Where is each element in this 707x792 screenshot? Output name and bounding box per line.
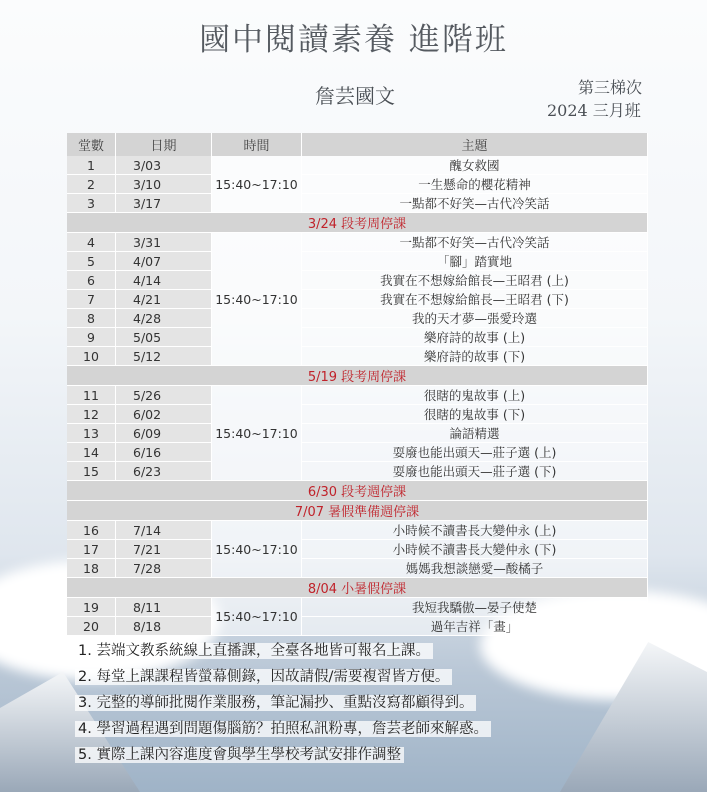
table-row — [67, 405, 648, 424]
lesson-topic: 小時候不讀書長大變仲永 (上) — [302, 521, 648, 540]
lesson-time: 15:40~17:10 — [212, 386, 302, 481]
lesson-number: 20 — [67, 617, 116, 636]
table-row — [67, 328, 648, 347]
lesson-topic: 過年吉祥「畫」 — [302, 617, 648, 636]
table-row — [67, 386, 648, 405]
lesson-date: 3/17 — [116, 194, 212, 213]
lesson-date: 6/16 — [116, 443, 212, 462]
lesson-topic: 一生懸命的櫻花精神 — [302, 175, 648, 194]
lesson-time: 15:40~17:10 — [212, 598, 302, 636]
lesson-date: 4/28 — [116, 309, 212, 328]
note-item — [75, 638, 491, 664]
table-header — [67, 133, 648, 156]
break-row — [67, 578, 648, 598]
lesson-number: 8 — [67, 309, 116, 328]
table-row — [67, 617, 648, 636]
lesson-topic: 小時候不讀書長大變仲永 (下) — [302, 540, 648, 559]
table-row — [67, 290, 648, 309]
header-topic: 主題 — [302, 133, 648, 156]
table-row — [67, 252, 648, 271]
note-text: 4. 學習過程遇到問題傷腦筋？拍照私訊粉專，詹芸老師來解惑。 — [75, 721, 491, 737]
lesson-number: 13 — [67, 424, 116, 443]
break-row — [67, 366, 648, 386]
lesson-date: 3/03 — [116, 156, 212, 175]
table-row — [67, 462, 648, 481]
lesson-number: 4 — [67, 233, 116, 252]
lesson-date: 5/26 — [116, 386, 212, 405]
lesson-number: 11 — [67, 386, 116, 405]
lesson-topic: 樂府詩的故事 (上) — [302, 328, 648, 347]
lesson-number: 5 — [67, 252, 116, 271]
lesson-date: 4/07 — [116, 252, 212, 271]
table-row — [67, 598, 648, 617]
note-text: 5. 實際上課內容進度會與學生學校考試安排作調整 — [75, 747, 404, 763]
table-row — [67, 521, 648, 540]
lesson-topic: 我的天才夢—張愛玲選 — [302, 309, 648, 328]
lesson-topic: 耍廢也能出頭天—莊子選 (下) — [302, 462, 648, 481]
table-row — [67, 424, 648, 443]
table-row — [67, 271, 648, 290]
lesson-topic: 我實在不想嫁給館長—王昭君 (下) — [302, 290, 648, 309]
table-row — [67, 194, 648, 213]
month-label: 2024 三月班 — [547, 101, 641, 120]
lesson-date: 5/05 — [116, 328, 212, 347]
lesson-number: 7 — [67, 290, 116, 309]
batch-label: 第三梯次 — [578, 78, 643, 97]
break-row — [67, 481, 648, 501]
lesson-number: 9 — [67, 328, 116, 347]
table-row — [67, 156, 648, 175]
lesson-date: 6/09 — [116, 424, 212, 443]
lesson-topic: 很瞎的鬼故事 (上) — [302, 386, 648, 405]
break-label: 3/24 段考周停課 — [67, 213, 648, 233]
lesson-number: 1 — [67, 156, 116, 175]
header-time: 時間 — [212, 133, 302, 156]
lesson-topic: 我短我驕傲—晏子使楚 — [302, 598, 648, 617]
table-row — [67, 540, 648, 559]
page-title: 國中閱讀素養 進階班 — [199, 22, 508, 58]
lesson-topic: 我實在不想嫁給館長—王昭君 (上) — [302, 271, 648, 290]
lesson-topic: 很瞎的鬼故事 (下) — [302, 405, 648, 424]
lesson-topic: 一點都不好笑—古代冷笑話 — [302, 194, 648, 213]
lesson-date: 6/23 — [116, 462, 212, 481]
lesson-time: 15:40~17:10 — [212, 233, 302, 366]
lesson-number: 16 — [67, 521, 116, 540]
lesson-number: 3 — [67, 194, 116, 213]
table-row — [67, 443, 648, 462]
note-text: 1. 芸端文教系統線上直播課，全臺各地皆可報名上課。 — [75, 643, 433, 659]
note-text: 2. 每堂上課課程皆螢幕側錄，因故請假/需要複習皆方便。 — [75, 669, 452, 685]
lesson-topic: 樂府詩的故事 (下) — [302, 347, 648, 366]
table-row — [67, 347, 648, 366]
lesson-date: 7/21 — [116, 540, 212, 559]
table-row — [67, 233, 648, 252]
break-label: 5/19 段考周停課 — [67, 366, 648, 386]
note-item — [75, 690, 491, 716]
lesson-date: 7/28 — [116, 559, 212, 578]
lesson-topic: 「腳」踏實地 — [302, 252, 648, 271]
header-lesson: 堂數 — [67, 133, 116, 156]
lesson-date: 8/11 — [116, 598, 212, 617]
notes-list — [75, 638, 491, 768]
break-row — [67, 501, 648, 521]
table-row — [67, 309, 648, 328]
lesson-number: 15 — [67, 462, 116, 481]
lesson-date: 4/21 — [116, 290, 212, 309]
lesson-number: 6 — [67, 271, 116, 290]
header-date: 日期 — [116, 133, 212, 156]
break-row — [67, 213, 648, 233]
break-label: 7/07 暑假準備週停課 — [67, 501, 648, 521]
lesson-number: 12 — [67, 405, 116, 424]
lesson-number: 14 — [67, 443, 116, 462]
lesson-date: 3/10 — [116, 175, 212, 194]
break-label: 8/04 小暑假停課 — [67, 578, 648, 598]
lesson-number: 17 — [67, 540, 116, 559]
lesson-date: 7/14 — [116, 521, 212, 540]
table-row — [67, 175, 648, 194]
note-item — [75, 742, 491, 768]
lesson-date: 8/18 — [116, 617, 212, 636]
lesson-topic: 醜女救國 — [302, 156, 648, 175]
break-label: 6/30 段考週停課 — [67, 481, 648, 501]
lesson-topic: 耍廢也能出頭天—莊子選 (上) — [302, 443, 648, 462]
lesson-number: 10 — [67, 347, 116, 366]
lesson-date: 3/31 — [116, 233, 212, 252]
teacher-name: 詹芸國文 — [315, 84, 395, 108]
note-text: 3. 完整的導師批閱作業服務，筆記漏抄、重點沒寫都顧得到。 — [75, 695, 476, 711]
note-item — [75, 664, 491, 690]
lesson-topic: 媽媽我想談戀愛—酸橘子 — [302, 559, 648, 578]
lesson-topic: 論語精選 — [302, 424, 648, 443]
schedule-table — [67, 133, 648, 636]
lesson-number: 19 — [67, 598, 116, 617]
lesson-date: 6/02 — [116, 405, 212, 424]
lesson-time: 15:40~17:10 — [212, 521, 302, 578]
table-row — [67, 559, 648, 578]
lesson-topic: 一點都不好笑—古代冷笑話 — [302, 233, 648, 252]
note-item — [75, 716, 491, 742]
lesson-number: 2 — [67, 175, 116, 194]
lesson-number: 18 — [67, 559, 116, 578]
lesson-date: 4/14 — [116, 271, 212, 290]
lesson-date: 5/12 — [116, 347, 212, 366]
lesson-time: 15:40~17:10 — [212, 156, 302, 213]
